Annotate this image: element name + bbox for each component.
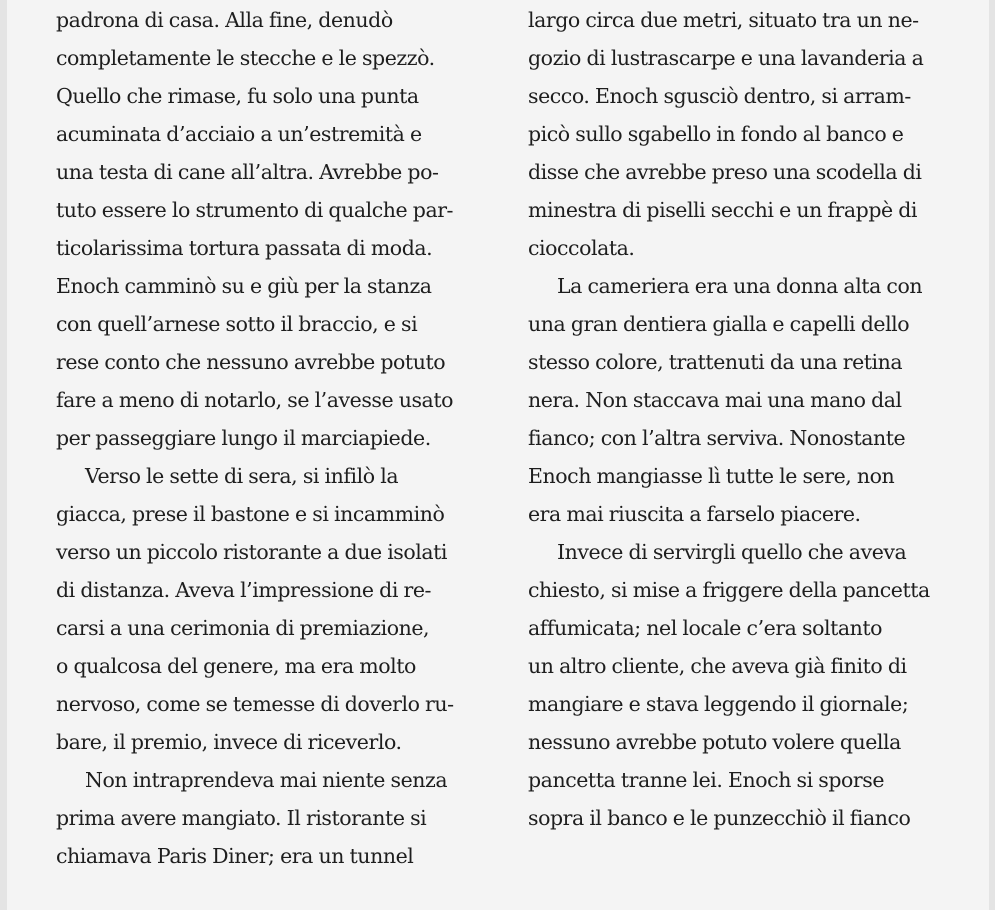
text-line: affumicata; nel locale c’era soltanto: [528, 616, 883, 640]
left-text-column: [56, 1, 496, 875]
text-line: carsi a una cerimonia di premiazione,: [56, 616, 430, 640]
text-line: acuminata d’acciaio a un’estremità e: [56, 122, 422, 146]
text-line: di distanza. Aveva l’impressione di re-: [56, 578, 432, 602]
text-line: largo circa due metri, situato tra un ne-: [528, 8, 919, 32]
text-line: cioccolata.: [528, 236, 635, 260]
text-line: giacca, prese il bastone e si incamminò: [56, 502, 445, 526]
text-line: bare, il premio, invece di riceverlo.: [56, 730, 402, 754]
text-line: fianco; con l’altra serviva. Nonostante: [528, 426, 906, 450]
text-line: Enoch camminò su e giù per la stanza: [56, 274, 432, 298]
text-line: picò sullo sgabello in fondo al banco e: [528, 122, 904, 146]
text-line: Non intraprendeva mai niente senza: [85, 768, 448, 792]
text-line: Quello che rimase, fu solo una punta: [56, 84, 419, 108]
text-line: gozio di lustrascarpe e una lavanderia a: [528, 46, 924, 70]
text-line: tuto essere lo strumento di qualche par-: [56, 198, 454, 222]
text-line: nessuno avrebbe potuto volere quella: [528, 730, 901, 754]
text-line: completamente le stecche e le spezzò.: [56, 46, 435, 70]
text-line: La cameriera era una donna alta con: [557, 274, 923, 298]
book-page: [7, 0, 989, 910]
text-line: verso un piccolo ristorante a due isolati: [56, 540, 448, 564]
text-line: ticolarissima tortura passata di moda.: [56, 236, 433, 260]
text-line: un altro cliente, che aveva già finito di: [528, 654, 907, 678]
text-line: era mai riuscita a farselo piacere.: [528, 502, 861, 526]
text-line: una testa di cane all’altra. Avrebbe po-: [56, 160, 439, 184]
text-line: fare a meno di notarlo, se l’avesse usato: [56, 388, 453, 412]
text-line: pancetta tranne lei. Enoch si sporse: [528, 768, 885, 792]
text-line: rese conto che nessuno avrebbe potuto: [56, 350, 446, 374]
text-line: chiamava Paris Diner; era un tunnel: [56, 844, 414, 868]
text-line: sopra il banco e le punzecchiò il fianco: [528, 806, 911, 830]
text-line: Invece di servirgli quello che aveva: [557, 540, 907, 564]
text-line: chiesto, si mise a friggere della pancetta: [528, 578, 930, 602]
text-line: una gran dentiera gialla e capelli dello: [528, 312, 910, 336]
text-line: Enoch mangiasse lì tutte le sere, non: [528, 464, 895, 488]
text-line: mangiare e stava leggendo il giornale;: [528, 692, 909, 716]
text-line: nera. Non staccava mai una mano dal: [528, 388, 902, 412]
text-line: disse che avrebbe preso una scodella di: [528, 160, 922, 184]
text-line: padrona di casa. Alla fine, denudò: [56, 8, 393, 32]
text-line: minestra di piselli secchi e un frappè di: [528, 198, 918, 222]
text-line: o qualcosa del genere, ma era molto: [56, 654, 416, 678]
text-line: prima avere mangiato. Il ristorante si: [56, 806, 427, 830]
right-text-column: [528, 1, 973, 837]
text-line: secco. Enoch sgusciò dentro, si arram-: [528, 84, 911, 108]
text-line: con quell’arnese sotto il braccio, e si: [56, 312, 418, 336]
text-line: per passeggiare lungo il marciapiede.: [56, 426, 431, 450]
text-line: stesso colore, trattenuti da una retina: [528, 350, 903, 374]
text-line: nervoso, come se temesse di doverlo ru-: [56, 692, 454, 716]
text-line: Verso le sette di sera, si infilò la: [85, 464, 399, 488]
